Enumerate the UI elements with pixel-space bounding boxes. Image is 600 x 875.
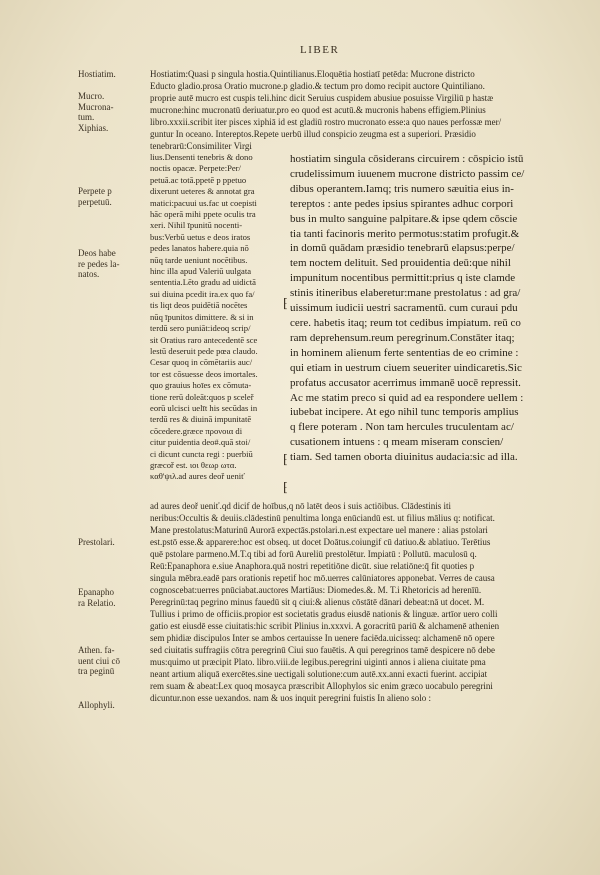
commentary-line: neribus:Occultis & deuiis.clādestinū penultima longa enūciandū est. ut filius mālius q: notificat. (150, 513, 495, 523)
commentary-line: græcoř est. ιοι θεωρ ωτα. (150, 459, 237, 470)
commentary-line: Tullius i primo de officiis.propior est societatis gradus eiusdē nationis & linguæ. artīor uero colli (150, 609, 498, 619)
text-line: dibus operantem.Iamq; tris numero sæuitia eius in- (290, 182, 514, 195)
commentary-line: libro.xxxii.scribit iter pisces xiphiā id est gladiū rostro mucronato esse:a quo naues perfossæ mer/ (150, 117, 502, 127)
commentary-line: tor est cōsuesse deos imortales. (150, 368, 258, 379)
text-line: Ac me statim preco si quid ad ea respondere uellem : (290, 391, 524, 404)
commentary-line: καθ'ψιλ.ad aures deoř ueniť (150, 471, 245, 482)
commentary-line: ci dicunt cuncta regi : puerbiū (150, 448, 253, 459)
commentary-line: dicuntur.non esse uexandos. nam & uos inquit peregrini fuistis In alieno solo : (150, 693, 431, 703)
commentary-line: proprie autē mucro est cuspis teli.hinc dicit Seruius cuspidem abusiue posuisse Virgiliū p hastæ (150, 93, 494, 103)
commentary-line: sui diuina pcedit ira.ex quo fa/ (150, 288, 255, 299)
commentary-line: sit Oratius raro antecedentē sce (150, 334, 258, 345)
commentary-line: sem phidiæ discipulos Inter se ambos certauisse In uenere faciēda.uicisseq: alchamenē nō opere (150, 633, 495, 643)
margin-note-prestolari: Prestolari. (78, 537, 115, 547)
commentary-line: Educto gladio.prosa Oratio mucrone.p gladio.& tectum pro domo recipit auctore Quintiliano. (150, 81, 485, 91)
commentary-line: Peregrinū:taq pegrino minus fauedū sit q ciui:& alienus cōstātē dānari debeat:nā ut docet. M. (150, 597, 485, 607)
text-line: uissimum iudicii uestri sacramentū. cum curaui pdu (290, 302, 518, 315)
margin-note-epanaphora: Epanapho ra Relatio. (78, 587, 116, 608)
commentary-line: tis liqt deos puidētiā nocētes (150, 300, 248, 311)
commentary-line: nūq īpunitos dimittere. & si in (150, 311, 254, 322)
commentary-line: terdū res & diuinā impunitatē (150, 414, 252, 425)
bracket-mark: ⁅ (283, 296, 288, 310)
text-line: tiam. Sed tamen oborta diuinitus audacia:sic ad illa. (290, 451, 518, 464)
text-line: cere. habetis itaq; reum tot cedibus impiatum. reū co (290, 316, 521, 329)
commentary-line: quo grauius hoīes ex cōmuta- (150, 380, 252, 391)
text-line: qui etiam in uestrum ciuem seueriter uindicaretis.Sic (290, 361, 522, 374)
text-line: hostiatim singula cōsiderans circuirem : cōspicio istū (290, 153, 524, 165)
commentary-line: Mane prestolatus:Maturinū Aurorā expectās.pstolari.n.est expectare uel manere : alias pstolari (150, 525, 488, 535)
commentary-line: petuā.ac totā.ppetē p ppetuo (150, 174, 247, 185)
margin-note-athen: Athen. fa- uent ciui cō tra peginū (78, 645, 120, 676)
commentary-line: hāc operā mihi ppete oculis tra (150, 209, 256, 220)
commentary-line: matici:pacuui us.fac ut coepisti (150, 197, 257, 208)
commentary-line: hinc illa apud Valeriū uulgata (150, 266, 252, 277)
commentary-line: singula mēbra.eadē pars orationis repetif hoc mō.uerres calūniatores apponebat. Verres de causa (150, 573, 495, 583)
text-line: profatus accusator acerrimus immanē uocē repressit. (290, 376, 521, 389)
commentary-line: noctis opacæ. Perpete:Per/ (150, 163, 241, 174)
commentary-line: gatio est eiusdē esse ciuitatis:hic scribit Plinius in.xxxvi. A goracritū pariū & alchamenē athenien (150, 621, 500, 631)
commentary-line: mucrone:hinc mucronatū deriuatur.pro eo quod est acutū.& mucronis habens effigiem.Plinius (150, 105, 486, 115)
commentary-line: neant artium aliquā exercētes.sine uectigali solutione:cum autē.xx.anni exacti fuerint. accipiat (150, 669, 488, 679)
commentary-line: ad aures deoř ueniť.qd dicif de hoībus,q nō latēt deos i suis actiōibus. Clādestinis iti (150, 501, 452, 511)
commentary-line: lius.Densenti tenebris & dono (150, 152, 253, 162)
top-commentary-block (150, 68, 590, 152)
commentary-line: terdū sero puniāt:ideoq scrip/ (150, 323, 251, 334)
text-line: impunitum nocentibus permittit:prius q iste clamde (290, 272, 516, 285)
text-line: in hominem alienum ferte sententias de eo crimine : (290, 346, 519, 359)
margin-note-mucro: Mucro. Mucrona- tum. Xiphias. (78, 91, 114, 133)
commentary-line: cognoscebat:uerres pnūciabat.auctores Martiāus: Diomedes.&. M. T.i Rhetoricis ad herenīū. (150, 585, 482, 595)
text-line: bus in multo sanguine palpitare.& ipse qdem cōscie (290, 212, 518, 225)
commentary-line: tenebrarū:Consimiliter Virgi (150, 141, 252, 151)
commentary-line: Cesar quoq in cōmētariis auc/ (150, 357, 253, 368)
bracket-mark: ⁅ (283, 452, 288, 466)
commentary-line: rem suam & abeat:Lex quoq mosayca præscribit Allophylos sic enim græco uocabulo peregrini (150, 681, 493, 691)
margin-note-hostiatim: Hostiatim. (78, 69, 116, 79)
text-line: crudelissimum iuuenem mucrone districto passim ce/ (290, 167, 525, 180)
commentary-line: xeri. Nihil īpunitū nocenti- (150, 220, 243, 231)
text-line: q flere poteram . Non tam hercules truculentam ac/ (290, 421, 514, 434)
commentary-line: tione rerū doleāt:quos p sceleř (150, 391, 254, 402)
text-line: tem noctem delituit. Sed prouidentia deū:que nihil (290, 257, 511, 270)
commentary-line: pedes lanatos habere.quia nō (150, 243, 249, 254)
running-header: LIBER (300, 44, 340, 56)
margin-note-allophyli: Allophyli. (78, 700, 115, 710)
main-text-column (290, 152, 590, 465)
commentary-line: guntur In oceano. Intereptos.Repete uerbū illud conspicio zeugma est a superiori. Præsidio (150, 129, 476, 139)
commentary-line: Hostiatim:Quasi p singula hostia.Quintilianus.Eloquētia hostiatī petēda: Mucrone districto (150, 69, 475, 79)
text-line: ram deprehensum.reum peregrinum.Constāter itaq; (290, 331, 515, 344)
commentary-line: citur puidentia deo#.quā stoi/ (150, 437, 251, 448)
commentary-line: nūq tarde ueniunt nocētibus. (150, 254, 248, 265)
commentary-line: dixerunt ueteres & annotat gra (150, 186, 255, 197)
commentary-line: Reū:Epanaphora e.siue Anaphora.quā nostri repetitiōne dicūt. siue relatiōne:q̄ fit quoties p (150, 561, 475, 571)
commentary-line: lestū deseruit pede pœa claudo. (150, 345, 258, 356)
text-line: tia tanti facinoris merito permotus:statim profugit.& (290, 227, 520, 240)
text-line: stinis itineribus elaberetur:mane prestolatus : ad gra/ (290, 287, 521, 300)
commentary-line: mus:quimo ut præcipit Plato. libro.viii.de legibus.peregrini uiginti annos i aliena ciuitate pma (150, 657, 486, 667)
text-line: iubebat incipere. At ego nihil tunc temporis amplius (290, 406, 519, 419)
commentary-line: sed ciuitatis suffragiis cōtra peregrinū Ciui suo fauētis. A qui peregrinos tamē despicere nō debe (150, 645, 495, 655)
commentary-line: sententia.Lēto gradu ad uidictā (150, 277, 256, 288)
commentary-line: bus:Verbū uetus e deos iratos (150, 231, 251, 242)
commentary-line: est.pstō esse.& apparere:hoc est obseq. ut docet Doātus.coiungif cū datiuo.& ablatiuo. Terētius (150, 537, 491, 547)
commentary-line: eorū ulcisci uelīt his secūdas in (150, 402, 258, 413)
side-commentary-column (150, 152, 285, 483)
commentary-line: cōcedere.græce προνοια di (150, 425, 243, 436)
text-line: cusationem intuens : q meam miseram conscien/ (290, 436, 504, 449)
commentary-line: quē pstolare parmeno.M.T.q tibi ad forū Aureliū prestolētur. Impiatū : Pollutū. maculosū q. (150, 549, 477, 559)
margin-note-perpete: Perpete p perpetuū. (78, 186, 112, 207)
text-line: in domū quādam præsidio tenebrarū elapsus:perpe/ (290, 242, 515, 255)
text-line: tereptos : ante pedes ipsius spirantes adhuc corpori (290, 197, 514, 210)
bracket-mark: ⁅ (283, 480, 288, 494)
margin-note-deos: Deos habe re pedes la- natos. (78, 248, 120, 279)
bottom-commentary-block (150, 500, 590, 704)
